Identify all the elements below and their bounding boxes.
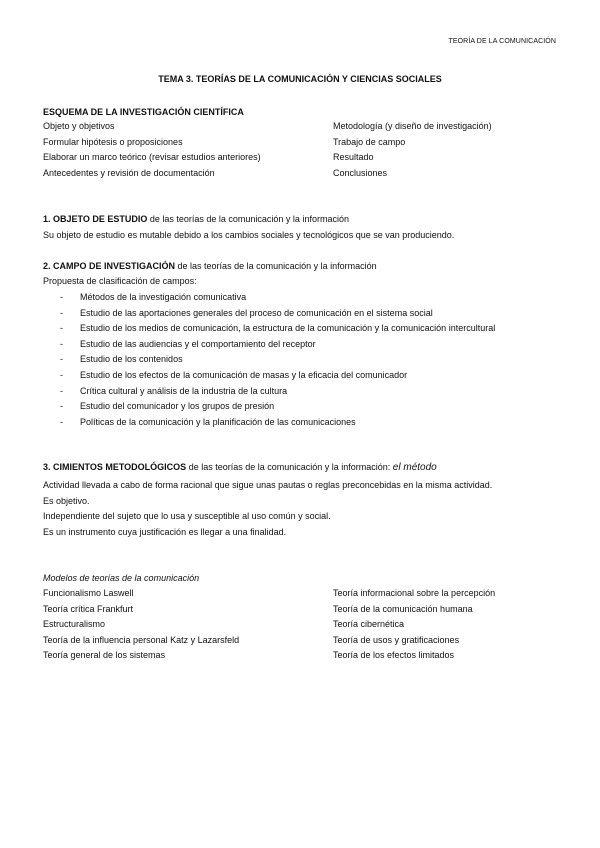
bullet-dash: - bbox=[60, 354, 63, 365]
list-item-text: Estudio de los efectos de la comunicación de masas y la eficacia del comunicador bbox=[80, 369, 408, 380]
esquema-right-item: Resultado bbox=[333, 152, 374, 162]
esquema-right-item: Trabajo de campo bbox=[333, 136, 406, 147]
modelo-item: Teoría crítica Frankfurt bbox=[43, 603, 134, 614]
bullet-dash: - bbox=[60, 385, 63, 396]
list-item bbox=[60, 415, 495, 431]
esquema-right-item: Conclusiones bbox=[333, 167, 388, 178]
section2-intro: Propuesta de clasificación de campos: bbox=[43, 276, 197, 286]
list-item-text: Métodos de la investigación comunicativa bbox=[80, 292, 247, 302]
section3-heading-italic: el método bbox=[392, 462, 437, 473]
bullet-dash: - bbox=[60, 323, 63, 334]
esquema-right-item: Metodología (y diseño de investigación) bbox=[333, 121, 492, 131]
list-item bbox=[60, 352, 495, 368]
modelo-item: Estructuralismo bbox=[43, 619, 106, 629]
modelo-item: Teoría informacional sobre la percepción bbox=[333, 588, 496, 598]
list-item bbox=[60, 399, 495, 415]
modelo-item: Funcionalismo Laswell bbox=[43, 588, 134, 598]
modelo-item: Teoría de la comunicación humana bbox=[333, 603, 473, 614]
section1-heading-bold: 1. OBJETO DE ESTUDIO bbox=[43, 214, 148, 224]
list-item-text: Crítica cultural y análisis de la industria de la cultura bbox=[80, 385, 288, 396]
list-item bbox=[60, 337, 495, 353]
section1-heading-rest: de las teorías de la comunicación y la información bbox=[147, 214, 349, 224]
bullet-dash: - bbox=[60, 292, 63, 302]
section3-heading-rest: de las teorías de la comunicación y la información: bbox=[186, 462, 393, 472]
list-item-text: Estudio de las audiencias y el comportamiento del receptor bbox=[80, 338, 316, 349]
section1-heading bbox=[43, 214, 349, 224]
list-item bbox=[60, 290, 495, 306]
list-item-text: Estudio de los medios de comunicación, la estructura de la comunicación y la comunicación intercultural bbox=[80, 323, 496, 334]
document-title: TEMA 3. TEORÍAS DE LA COMUNICACIÓN Y CIENCIAS SOCIALES bbox=[158, 74, 442, 84]
bullet-dash: - bbox=[60, 416, 63, 427]
modelo-item: Teoría de la influencia personal Katz y Lazarsfeld bbox=[43, 634, 240, 645]
section3-line: Es un instrumento cuya justificación es llegar a una finalidad. bbox=[43, 526, 287, 537]
section2-heading-rest: de las teorías de la comunicación y la información bbox=[175, 261, 377, 271]
esquema-left-item: Elaborar un marco teórico (revisar estudios anteriores) bbox=[43, 152, 261, 162]
modelos-right-column bbox=[333, 586, 495, 664]
list-item bbox=[60, 384, 495, 400]
esquema-left-item: Objeto y objetivos bbox=[43, 121, 115, 131]
section3-heading bbox=[43, 462, 437, 473]
modelo-item: Teoría de usos y gratificaciones bbox=[333, 634, 460, 645]
modelo-item: Teoría de los efectos limitados bbox=[333, 650, 455, 660]
esquema-right-column bbox=[333, 119, 492, 181]
bullet-dash: - bbox=[60, 369, 63, 380]
section3-heading-bold: 3. CIMIENTOS METODOLÓGICOS bbox=[43, 462, 187, 472]
section3-line: Es objetivo. bbox=[43, 495, 90, 506]
section2-heading bbox=[43, 261, 377, 271]
esquema-left-item: Formular hipótesis o proposiciones bbox=[43, 136, 183, 147]
running-header: TEORÍA DE LA COMUNICACIÓN bbox=[448, 38, 556, 45]
modelos-left-column bbox=[43, 586, 239, 664]
bullet-dash: - bbox=[60, 401, 63, 412]
section1-text: Su objeto de estudio es mutable debido a los cambios sociales y tecnológicos que se van produciendo. bbox=[43, 230, 455, 240]
modelos-heading: Modelos de teorías de la comunicación bbox=[43, 573, 200, 583]
bullet-dash: - bbox=[60, 338, 63, 349]
list-item bbox=[60, 368, 495, 384]
section2-heading-bold: 2. CAMPO DE INVESTIGACIÓN bbox=[43, 261, 176, 271]
modelo-item: Teoría cibernética bbox=[333, 619, 405, 629]
esquema-heading: ESQUEMA DE LA INVESTIGACIÓN CIENTÍFICA bbox=[43, 107, 244, 117]
list-item-text: Políticas de la comunicación y la planificación de las comunicaciones bbox=[80, 416, 356, 427]
modelo-item: Teoría general de los sistemas bbox=[43, 650, 166, 660]
bullet-dash: - bbox=[60, 307, 63, 318]
section3-line: Independiente del sujeto que lo usa y susceptible al uso común y social. bbox=[43, 511, 331, 521]
list-item-text: Estudio de los contenidos bbox=[80, 354, 183, 365]
campos-list bbox=[60, 290, 495, 430]
section3-line: Actividad llevada a cabo de forma racional que sigue unas pautas o reglas preconcebidas en la misma actividad. bbox=[43, 480, 493, 490]
list-item-text: Estudio de las aportaciones generales del proceso de comunicación en el sistema social bbox=[80, 307, 433, 318]
section3-lines bbox=[43, 478, 492, 540]
list-item-text: Estudio del comunicador y los grupos de presión bbox=[80, 401, 275, 412]
esquema-left-item: Antecedentes y revisión de documentación bbox=[43, 167, 215, 178]
list-item bbox=[60, 306, 495, 322]
list-item bbox=[60, 321, 495, 337]
esquema-left-column bbox=[43, 119, 261, 181]
